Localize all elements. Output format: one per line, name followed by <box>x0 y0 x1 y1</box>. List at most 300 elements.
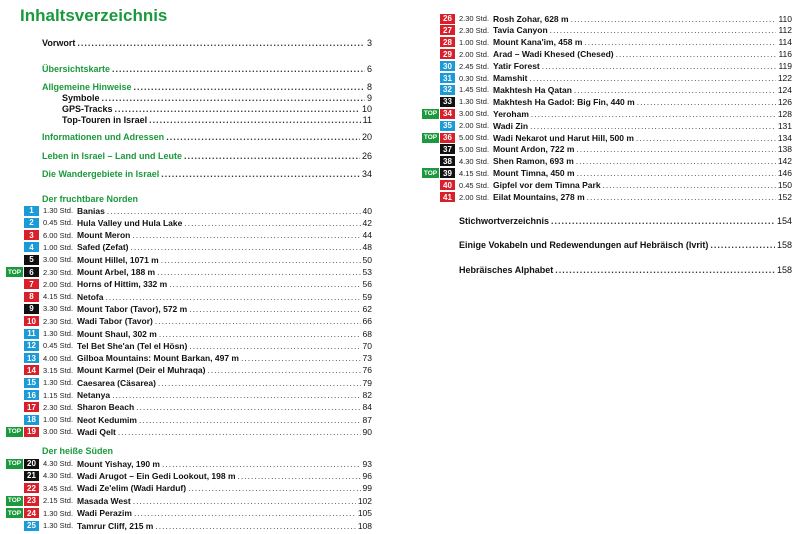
tour-page: 40 <box>362 205 372 216</box>
tour-duration: 2.30 Std. <box>459 14 490 23</box>
tour-page: 124 <box>777 84 792 95</box>
dot-leader <box>136 402 360 412</box>
tour-name: Wadi Ze'elim (Wadi Harduf) <box>77 483 187 494</box>
tour-number-badge: 22 <box>24 483 39 493</box>
tour-row[interactable] <box>6 426 372 437</box>
dot-leader <box>112 390 360 400</box>
tour-duration: 2.30 Std. <box>459 25 490 35</box>
tour-page: 62 <box>362 303 372 314</box>
tour-page: 112 <box>778 25 792 36</box>
tour-name: Mount Yishay, 190 m <box>77 458 160 469</box>
appendix-entry-page: 158 <box>776 240 792 250</box>
dot-leader <box>576 144 775 154</box>
dot-leader <box>188 483 360 493</box>
tour-name: Rosh Zohar, 628 m <box>493 13 569 24</box>
tour-page: 150 <box>777 180 792 191</box>
tour-duration: 3.00 Std. <box>459 109 490 119</box>
tour-name: Neot Kedumim <box>77 414 137 425</box>
tour-name: Wadi Arugot – Ein Gedi Lookout, 198 m <box>77 470 236 481</box>
tour-page: 108 <box>357 520 372 531</box>
tour-name: Wadi Tabor (Tavor) <box>77 316 153 327</box>
dot-leader <box>574 85 776 95</box>
tour-page: 96 <box>362 470 372 481</box>
dot-leader <box>134 82 365 92</box>
dot-leader <box>132 230 360 240</box>
tour-name: Gipfel vor dem Timna Park <box>493 180 601 191</box>
tour-page: 122 <box>777 73 792 83</box>
tour-row[interactable] <box>6 254 372 265</box>
tour-row[interactable] <box>6 414 372 425</box>
top-badge: TOP <box>7 509 22 517</box>
tour-name: Gilboa Mountains: Mount Barkan, 497 m <box>77 353 239 364</box>
dot-leader <box>159 329 361 339</box>
toc-entry-page: 10 <box>361 104 372 114</box>
dot-leader <box>162 459 361 469</box>
tour-page: 131 <box>777 120 792 131</box>
tour-duration: 2.45 Std. <box>459 61 490 71</box>
tour-page: 59 <box>362 291 372 302</box>
toc-entry[interactable] <box>42 82 372 92</box>
tour-number-badge: 3 <box>24 230 39 240</box>
dot-leader <box>184 218 360 228</box>
tour-duration: 1.15 Std. <box>43 390 74 400</box>
dot-leader <box>207 365 360 375</box>
tour-row[interactable] <box>422 61 792 72</box>
tour-name: Shen Ramon, 693 m <box>493 156 574 167</box>
tour-number-badge: 12 <box>24 341 39 351</box>
tour-page: 76 <box>362 365 372 376</box>
dot-leader <box>587 192 776 202</box>
appendix-entry-label: Einige Vokabeln und Redewendungen auf Hebräisch (Ivrit) <box>459 240 709 250</box>
tour-row[interactable] <box>422 156 792 167</box>
tour-row[interactable] <box>422 13 792 24</box>
tour-number-badge: 7 <box>24 279 39 289</box>
tour-duration: 2.00 Std. <box>43 279 74 289</box>
appendix-entry[interactable] <box>459 216 792 226</box>
dot-leader <box>555 265 775 275</box>
toc-entry[interactable] <box>42 38 372 48</box>
dot-leader <box>184 151 360 161</box>
tour-name: Wadi Perazim <box>77 508 132 519</box>
toc-entry-page: 26 <box>361 151 372 161</box>
tour-name: Makhtesh Ha Qatan <box>493 84 572 95</box>
tour-duration: 1.30 Std. <box>459 97 490 107</box>
tour-name: Mount Arbel, 188 m <box>77 267 156 277</box>
top-badge: TOP <box>423 110 438 118</box>
tour-duration: 1.00 Std. <box>459 37 490 47</box>
tour-name: Caesarea (Cäsarea) <box>77 377 156 388</box>
toc-entry-label: Symbole <box>62 93 100 103</box>
tour-duration: 3.00 Std. <box>43 255 74 265</box>
tour-name: Tavia Canyon <box>493 25 548 36</box>
appendix-entry-page: 158 <box>776 265 792 275</box>
toc-entry[interactable] <box>62 104 372 114</box>
tour-page: 66 <box>362 316 372 327</box>
tour-number-badge: 1 <box>24 206 39 216</box>
tour-page: 126 <box>777 96 792 107</box>
toc-entry-label: GPS-Tracks <box>62 104 113 114</box>
dot-leader <box>161 255 361 265</box>
tour-name: Horns of Hittim, 332 m <box>77 279 168 290</box>
tour-name: Wadi Qelt <box>77 426 116 437</box>
tour-number-badge: 5 <box>24 255 39 265</box>
tour-row[interactable] <box>6 340 372 351</box>
tour-name: Arad – Wadi Khesed (Chesed) <box>493 49 614 60</box>
tour-name: Sharon Beach <box>77 402 135 413</box>
dot-leader <box>238 471 361 481</box>
dot-leader <box>584 37 776 47</box>
tour-name: Wadi Nekarot und Harut Hill, 500 m <box>493 132 634 143</box>
dot-leader <box>636 133 776 143</box>
tour-row[interactable] <box>6 267 372 278</box>
dot-leader <box>161 169 360 179</box>
appendix-entry-page: 154 <box>776 216 792 226</box>
tour-number-badge: 19 <box>24 427 39 437</box>
dot-leader <box>130 242 360 252</box>
tour-page: 73 <box>362 353 372 364</box>
toc-entry-label: Allgemeine Hinweise <box>42 82 132 92</box>
tour-number-badge: 31 <box>440 73 455 83</box>
tour-number-badge: 38 <box>440 156 455 166</box>
tour-name: Masada West <box>77 495 131 506</box>
tour-page: 138 <box>777 144 792 155</box>
tour-duration: 0.30 Std. <box>459 73 490 83</box>
dot-leader <box>107 206 361 216</box>
dot-leader <box>603 180 776 190</box>
page-title: Inhaltsverzeichnis <box>20 6 168 25</box>
toc-entry-page: 8 <box>366 82 372 92</box>
tour-number-badge: 34 <box>440 109 455 119</box>
appendix-entry-label: Hebräisches Alphabet <box>459 265 554 275</box>
tour-number-badge: 17 <box>24 402 39 412</box>
tour-number-badge: 13 <box>24 353 39 363</box>
tour-duration: 0.45 Std. <box>43 218 74 228</box>
tour-name: Yatir Forest <box>493 61 540 72</box>
top-badge: TOP <box>423 134 438 141</box>
tour-page: 79 <box>362 377 372 388</box>
tour-name: Mount Meron <box>77 230 131 241</box>
tour-row[interactable] <box>6 520 372 531</box>
tour-row[interactable] <box>6 353 372 364</box>
dot-leader <box>166 132 360 142</box>
tour-row[interactable] <box>6 303 372 314</box>
tour-row[interactable] <box>422 192 792 203</box>
tour-number-badge: 36 <box>440 133 455 143</box>
tour-row[interactable] <box>6 279 372 290</box>
tour-number-badge: 8 <box>24 292 39 302</box>
dot-leader <box>241 353 361 363</box>
tour-row[interactable] <box>422 37 792 48</box>
tour-duration: 5.00 Std. <box>459 144 490 154</box>
tour-name: Netanya <box>77 390 111 400</box>
tour-duration: 6.00 Std. <box>43 230 74 240</box>
tour-number-badge: 29 <box>440 49 455 59</box>
tour-name: Banias <box>77 205 105 216</box>
tour-row[interactable] <box>422 120 792 131</box>
tour-number-badge: 16 <box>24 390 39 400</box>
tour-duration: 4.15 Std. <box>43 292 74 302</box>
dot-leader <box>530 121 776 131</box>
dot-leader <box>102 93 365 103</box>
dot-leader <box>158 378 361 388</box>
tour-duration: 1.30 Std. <box>43 206 74 215</box>
dot-leader <box>112 64 365 74</box>
tour-number-badge: 15 <box>24 378 39 388</box>
toc-entry[interactable] <box>42 132 372 142</box>
tour-row[interactable] <box>6 495 372 506</box>
tour-number-badge: 21 <box>24 471 39 481</box>
tour-name: Safed (Zefat) <box>77 242 129 253</box>
tour-number-badge: 33 <box>440 97 455 107</box>
toc-entry[interactable] <box>42 169 372 179</box>
tour-name: Netofa <box>77 291 104 302</box>
dot-leader <box>157 267 360 277</box>
tour-page: 128 <box>777 108 792 119</box>
tour-row[interactable] <box>6 377 372 388</box>
tour-name: Mount Timna, 450 m <box>493 168 575 179</box>
tour-duration: 5.00 Std. <box>459 133 490 142</box>
toc-entry-page: 3 <box>366 38 372 48</box>
tour-duration: 1.00 Std. <box>43 415 74 425</box>
tour-duration: 3.45 Std. <box>43 483 74 493</box>
top-badge: TOP <box>7 460 22 467</box>
tour-row[interactable] <box>6 242 372 253</box>
tour-number-badge: 24 <box>24 508 39 518</box>
tour-duration: 3.15 Std. <box>43 365 74 375</box>
tour-row[interactable] <box>422 144 792 155</box>
tour-number-badge: 11 <box>24 329 39 339</box>
tour-page: 110 <box>778 13 792 24</box>
tour-name: Mount Shaul, 302 m <box>77 328 157 339</box>
tour-duration: 0.45 Std. <box>43 341 74 351</box>
tour-page: 114 <box>778 37 792 48</box>
tour-page: 68 <box>362 328 372 339</box>
toc-entry[interactable] <box>62 93 372 103</box>
dot-leader <box>637 97 776 107</box>
toc-entry-label: Übersichtskarte <box>42 64 111 74</box>
tour-page: 146 <box>777 168 792 179</box>
dot-leader <box>576 156 776 166</box>
tour-page: 152 <box>777 192 792 202</box>
dot-leader <box>571 14 777 24</box>
tour-number-badge: 30 <box>440 61 455 71</box>
toc-entry-page: 9 <box>366 93 372 103</box>
tour-row[interactable] <box>6 458 372 469</box>
tour-number-badge: 10 <box>24 316 39 326</box>
appendix-entry[interactable] <box>459 240 792 250</box>
tour-page: 134 <box>777 132 792 143</box>
dot-leader <box>105 292 360 302</box>
tour-number-badge: 25 <box>24 521 39 531</box>
tour-name: Makhtesh Ha Gadol: Big Fin, 440 m <box>493 96 635 107</box>
tour-row[interactable] <box>422 73 792 84</box>
tour-number-badge: 6 <box>24 267 39 277</box>
tour-number-badge: 2 <box>24 218 39 228</box>
tour-row[interactable] <box>422 25 792 36</box>
tour-row[interactable] <box>422 168 792 179</box>
toc-entry-label: Top-Touren in Israel <box>62 115 148 125</box>
tour-page: 99 <box>362 483 372 494</box>
tour-number-badge: 39 <box>440 168 455 178</box>
tour-number-badge: 18 <box>24 415 39 425</box>
tour-number-badge: 26 <box>440 14 455 24</box>
tour-name: Mount Hillel, 1071 m <box>77 254 159 265</box>
tour-name: Wadi Zin <box>493 120 529 131</box>
top-badge: TOP <box>7 268 22 276</box>
toc-entry-label: Die Wandergebiete in Israel <box>42 169 160 179</box>
tour-duration: 0.45 Std. <box>459 180 490 190</box>
tour-page: 116 <box>778 49 792 60</box>
tour-page: 48 <box>362 242 372 253</box>
dot-leader <box>710 240 775 250</box>
tour-page: 84 <box>362 402 372 413</box>
dot-leader <box>155 316 361 326</box>
tour-duration: 2.15 Std. <box>43 496 74 506</box>
tour-duration: 3.30 Std. <box>43 304 74 314</box>
dot-leader <box>134 508 356 518</box>
tour-page: 102 <box>357 495 372 506</box>
tour-row[interactable] <box>6 316 372 327</box>
toc-entry[interactable] <box>42 151 372 161</box>
tour-row[interactable] <box>6 205 372 216</box>
tour-row[interactable] <box>6 365 372 376</box>
tour-duration: 2.30 Std. <box>43 267 74 277</box>
dot-leader <box>529 73 775 83</box>
dot-leader <box>542 61 777 71</box>
tour-number-badge: 27 <box>440 25 455 35</box>
tour-page: 42 <box>362 217 372 228</box>
tour-duration: 1.45 Std. <box>459 85 490 95</box>
dot-leader <box>149 115 360 125</box>
toc-entry-page: 20 <box>361 132 372 142</box>
toc-entry-page: 6 <box>366 64 372 74</box>
tour-row[interactable] <box>422 132 792 143</box>
dot-leader <box>531 109 776 119</box>
dot-leader <box>616 49 777 59</box>
tour-row[interactable] <box>422 49 792 60</box>
tour-row[interactable] <box>6 508 372 519</box>
tour-page: 56 <box>362 279 372 290</box>
dot-leader <box>550 25 777 35</box>
tour-name: Yeroham <box>493 108 529 119</box>
tour-name: Mount Kana'im, 458 m <box>493 37 583 48</box>
tour-duration: 4.30 Std. <box>459 156 490 166</box>
tour-duration: 1.30 Std. <box>43 508 74 518</box>
top-badge: TOP <box>7 428 22 436</box>
tour-page: 119 <box>778 61 792 72</box>
tour-number-badge: 40 <box>440 180 455 190</box>
tour-number-badge: 37 <box>440 144 455 154</box>
tour-page: 93 <box>362 458 372 469</box>
toc-entry-page: 34 <box>361 169 372 179</box>
section-heading-south: Der heiße Süden <box>42 446 114 456</box>
tour-name: Tamrur Cliff, 215 m <box>77 520 154 531</box>
toc-entry-label: Informationen und Adressen <box>42 132 165 142</box>
toc-entry-label: Vorwort <box>42 38 76 48</box>
dot-leader <box>139 415 361 425</box>
tour-duration: 4.15 Std. <box>459 168 490 178</box>
dot-leader <box>133 496 356 506</box>
tour-page: 105 <box>357 508 372 519</box>
tour-page: 82 <box>362 390 372 400</box>
tour-row[interactable] <box>6 328 372 339</box>
toc-entry-page: 11 <box>362 115 372 125</box>
dot-leader <box>189 341 360 351</box>
appendix-entry-label: Stichwortverzeichnis <box>459 216 550 226</box>
tour-duration: 4.30 Std. <box>43 471 74 481</box>
tour-number-badge: 28 <box>440 37 455 47</box>
tour-name: Hula Valley und Hula Lake <box>77 217 183 228</box>
tour-row[interactable] <box>6 470 372 481</box>
tour-number-badge: 32 <box>440 85 455 95</box>
tour-duration: 2.00 Std. <box>459 49 490 59</box>
tour-row[interactable] <box>422 108 792 119</box>
tour-row[interactable] <box>6 483 372 494</box>
tour-name: Eilat Mountains, 278 m <box>493 192 585 202</box>
tour-row[interactable] <box>6 390 372 401</box>
tour-page: 50 <box>362 254 372 265</box>
tour-name: Mamshit <box>493 73 528 83</box>
dot-leader <box>118 427 361 437</box>
toc-entry-label: Leben in Israel – Land und Leute <box>42 151 183 161</box>
tour-row[interactable] <box>422 180 792 191</box>
tour-duration: 2.00 Std. <box>459 121 490 131</box>
dot-leader <box>155 521 355 531</box>
tour-page: 53 <box>362 267 372 277</box>
tour-duration: 2.30 Std. <box>43 316 74 326</box>
tour-duration: 1.30 Std. <box>43 378 74 388</box>
tour-page: 142 <box>777 156 792 167</box>
top-badge: TOP <box>7 497 22 505</box>
tour-number-badge: 23 <box>24 496 39 506</box>
tour-name: Tel Bet She'an (Tel el Hösn) <box>77 340 188 351</box>
tour-duration: 1.00 Std. <box>43 242 74 252</box>
tour-duration: 4.00 Std. <box>43 353 74 363</box>
tour-page: 70 <box>362 340 372 351</box>
dot-leader <box>115 104 360 114</box>
tour-name: Mount Ardon, 722 m <box>493 144 575 155</box>
tour-page: 44 <box>362 230 372 241</box>
dot-leader <box>189 304 360 314</box>
tour-name: Mount Karmel (Deir el Muhraqa) <box>77 365 206 376</box>
tour-row[interactable] <box>6 402 372 413</box>
dot-leader <box>169 279 360 289</box>
section-heading-north: Der fruchtbare Norden <box>42 194 139 204</box>
top-badge: TOP <box>423 169 438 177</box>
toc-entry[interactable] <box>62 115 372 125</box>
tour-row[interactable] <box>422 96 792 107</box>
tour-number-badge: 41 <box>440 192 455 202</box>
tour-duration: 4.30 Std. <box>43 459 74 468</box>
dot-leader <box>77 38 365 48</box>
appendix-entry[interactable] <box>459 265 792 275</box>
tour-page: 90 <box>362 426 372 437</box>
tour-number-badge: 9 <box>24 304 39 314</box>
tour-name: Mount Tabor (Tavor), 572 m <box>77 303 188 314</box>
tour-duration: 2.30 Std. <box>43 402 74 412</box>
tour-row[interactable] <box>6 230 372 241</box>
tour-page: 87 <box>362 414 372 425</box>
dot-leader <box>577 168 776 178</box>
tour-duration: 1.30 Std. <box>43 521 74 530</box>
tour-number-badge: 35 <box>440 121 455 131</box>
tour-duration: 2.00 Std. <box>459 192 490 202</box>
toc-entry[interactable] <box>42 64 372 74</box>
tour-row[interactable] <box>422 84 792 95</box>
tour-row[interactable] <box>6 291 372 302</box>
tour-number-badge: 14 <box>24 365 39 375</box>
tour-row[interactable] <box>6 217 372 228</box>
